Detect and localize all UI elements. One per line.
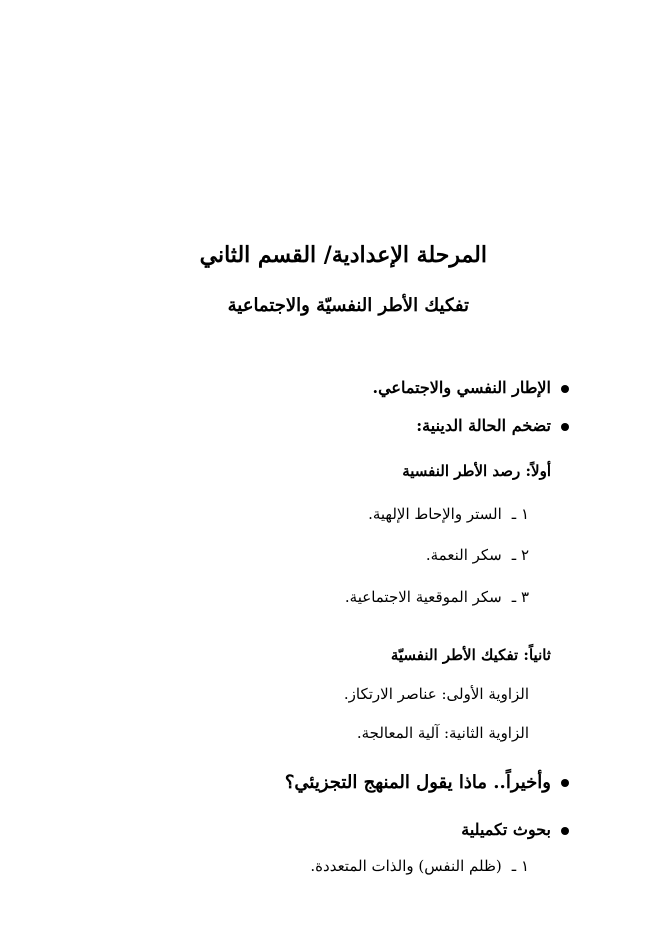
list-item [426,546,529,564]
contents-bullet-item [416,416,569,435]
bullet-text: الإطار النفسي والاجتماعي. [372,378,551,397]
contents-bullet-item [373,378,570,397]
list-item [345,588,529,606]
section-heading: أولاً: رصد الأطر النفسية [402,462,551,480]
contents-bullet-item [461,820,569,839]
bullet-text: بحوث تكميلية [461,820,551,839]
bullet-text: تضخم الحالة الدينية: [416,416,551,435]
list-item: الزاوية الثانية: آلية المعالجة. [356,724,529,742]
bullet-icon [561,827,569,835]
item-text: سكر الموقعية الاجتماعية. [344,588,502,606]
list-item [310,857,529,875]
list-item [368,505,529,523]
item-number: ٣ ـ [511,588,529,606]
bullet-text: وأخيراً.. ماذا يقول المنهج التجزيئي؟ [284,772,551,793]
bullet-icon [561,385,569,393]
contents-bullet-item [285,772,569,793]
bullet-icon [561,423,569,431]
list-item: الزاوية الأولى: عناصر الارتكاز. [343,685,529,703]
page-title: المرحلة الإعدادية/ القسم الثاني [199,242,487,268]
item-text: الستر والإحاط الإلهية. [368,505,502,523]
item-number: ١ ـ [511,857,529,875]
page-subtitle: تفكيك الأطر النفسيّة والاجتماعية [227,295,469,316]
item-number: ٢ ـ [511,546,529,564]
item-text: سكر النعمة. [425,546,502,564]
bullet-icon [561,779,569,787]
item-number: ١ ـ [511,505,529,523]
item-text: (ظلم النفس) والذات المتعددة. [310,857,502,875]
section-heading: ثانياً: تفكيك الأطر النفسيّة [390,646,551,664]
